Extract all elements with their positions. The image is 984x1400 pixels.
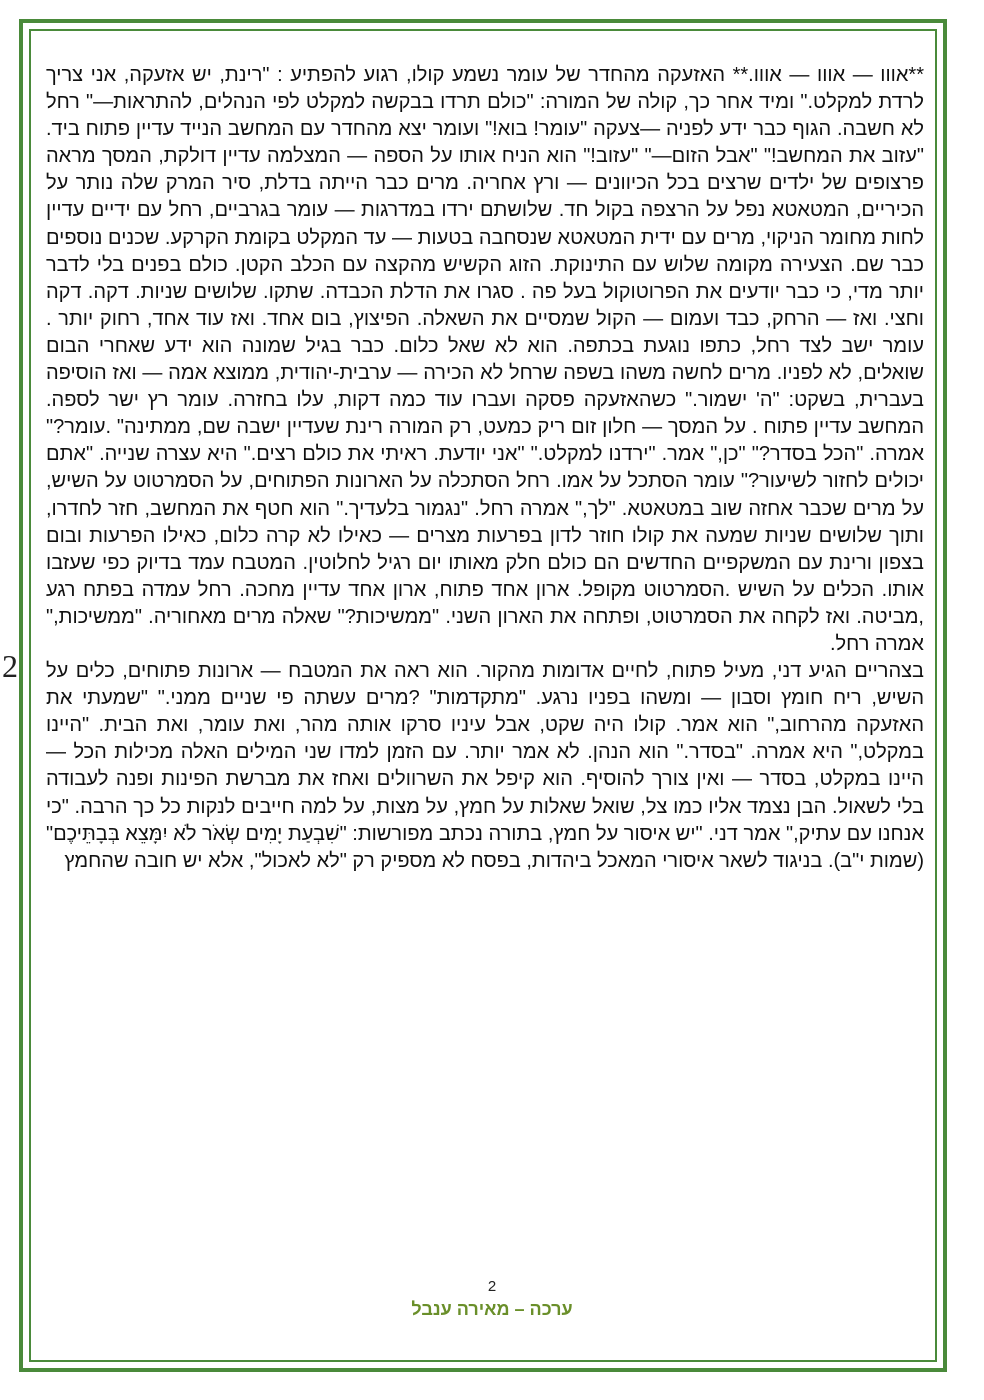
paragraph-1: **אווו — אווו — אווו.** האזעקה מהחדר של עומר נשמע קולו, רגוע להפתיע : "רינת, יש אזעקה, אני צריך לרדת למקלט." ומיד אחר כך, קולה של המורה: "כולם תרדו בבקשה למקלט לפי הנהלים, להתראות—" רחל לא חשבה. הגוף כבר ידע לפניה —צעקה "עומר! בוא!" ועומר יצא מהחדר עם המחשב הנייד עדיין פתוח ביד. "עזוב את המחשב!" "אבל הזום—" "עזוב!" הוא הניח אותו על הספה — המצלמה עדיין דולקת, המסך מראה פרצופים של ילדים שרצים בכל הכיוונים — ורץ אחריה. מרים כבר הייתה בדלת, סיר המרק שלה נותר על הכיריים, המטאטא נפל על הרצפה בקול חד. שלושתם ירדו במדרגות — עומר בגרביים, רחל עם ידיים עדיין לחות מחומר הניקוי, מרים עם ידית המטאטא שנסחבה בטעות — עד המקלט בקומת הקרקע. שכנים נוספים כבר שם. הצעירה מקומה שלוש עם התינוקת. הזוג הקשיש מהקצה עם הכלב הקטן. כולם בפנים בלי לדבר יותר מדי, כי כבר יודעים את הפרוטוקול בעל פה . סגרו את הדלת הכבדה. שתקו. שלושים שניות. דקה. דקה וחצי. ואז — הרחק, כבד ועמום — הקול שמסיים את השאלה. הפיצוץ, בום אחד. ואז עוד אחד, רחוק יותר . עומר ישב לצד רחל, כתפו נוגעת בכתפה. הוא לא שאל כלום. כבר בגיל שמונה הוא ידע שאחרי הבום שואלים, לא לפניו. מרים לחשה משהו בשפה שרחל לא הכירה — ערבית-יהודית, ממוצא אמה — ואז הוסיפה בעברית, בשקט: "ה' ישמור." כשהאזעקה פסקה ועברו עוד כמה דקות, עלו בחזרה. עומר רץ ישר לספה. המחשב עדיין פתוח . על המסך — חלון זום ריק כמעט, רק המורה רינת שעדיין ישבה שם, ממתינה" .עומר?" אמרה. "הכל בסדר?" "כן," אמר. "ירדנו למקלט." "אני יודעת. ראיתי את כולם רצים." היא עצרה שנייה. "אתם יכולים לחזור לשיעור?" עומר הסתכל על אמו. רחל הסתכלה על הארונות הפתוחים, על הסמרטוט על השיש, על מרים שכבר אחזה שוב במטאטא. "לך," אמרה רחל. "נגמור בלעדיך." הוא חטף את המחשב, חזר לחדרו, ותוך שלושים שניות שמעה את קולו חוזר לדון בפרעות מצרים — כאילו לא קרה כלום, כאילו הפרעות ובום בצפון ורינת עם המשקפיים החדשים הם כולם חלק מאותו יום רגיל לחלוטין. המטבח עמד בדיוק כפי שעזבו אותו. הכלים על השיש .הסמרטוט מקופל. ארון אחד פתוח, ארון אחד עדיין מחכה. רחל עמדה בפתח רגע ,מביטה. ואז לקחה את הסמרטוט, ופתחה את הארון השני. "ממשיכות?" שאלה מרים מאחוריה. "ממשיכות," אמרה רחל. [46,64,924,655]
footer-credit: ערכה – מאירה ענבל [411,1299,573,1319]
margin-page-number: 2 [2,648,18,684]
document-body [46,62,924,875]
paragraph-2: בצהריים הגיע דני, מעיל פתוח, לחיים אדומות מהקור. הוא ראה את המטבח — ארונות פתוחים, כלים על השיש, ריח חומץ וסבון — ומשהו בפניו נרגע. "מתקדמות" ?מרים עשתה פי שניים ממני." "שמעתי את האזעקה מהרחוב," הוא אמר. קולו היה שקט, אבל עיניו סרקו אותה מהר, ואת עומר, ואת הבית. "היינו במקלט," היא אמרה. "בסדר." הוא הנהן. לא אמר יותר. עם הזמן למדו שני המילים האלה מכילות הכל — היינו במקלט, בסדר — ואין צורך להוסיף. הוא קיפל את השרוולים ואחז את מברשת הפינות ופנה לעבודה בלי לשאול. הבן נצמד אליו כמו צל, שואל שאלות על חמץ, על מצות, על למה חייבים לנקות כל כך הרבה. "כי אנחנו עם עתיק," אמר דני. "יש איסור על חמץ, בתורה נכתב מפורשות: "שִׁבְעַת יָמִים שְׂאֹר לֹא יִמָּצֵא בְּבָתֵּיכֶם" (שמות י"ב). בניגוד לשאר איסורי המאכל ביהדות, בפסח לא מספיק רק "לא לאכול", אלא יש חובה שהחמץ [46,660,924,872]
footer-page-number: 2 [487,1278,497,1295]
